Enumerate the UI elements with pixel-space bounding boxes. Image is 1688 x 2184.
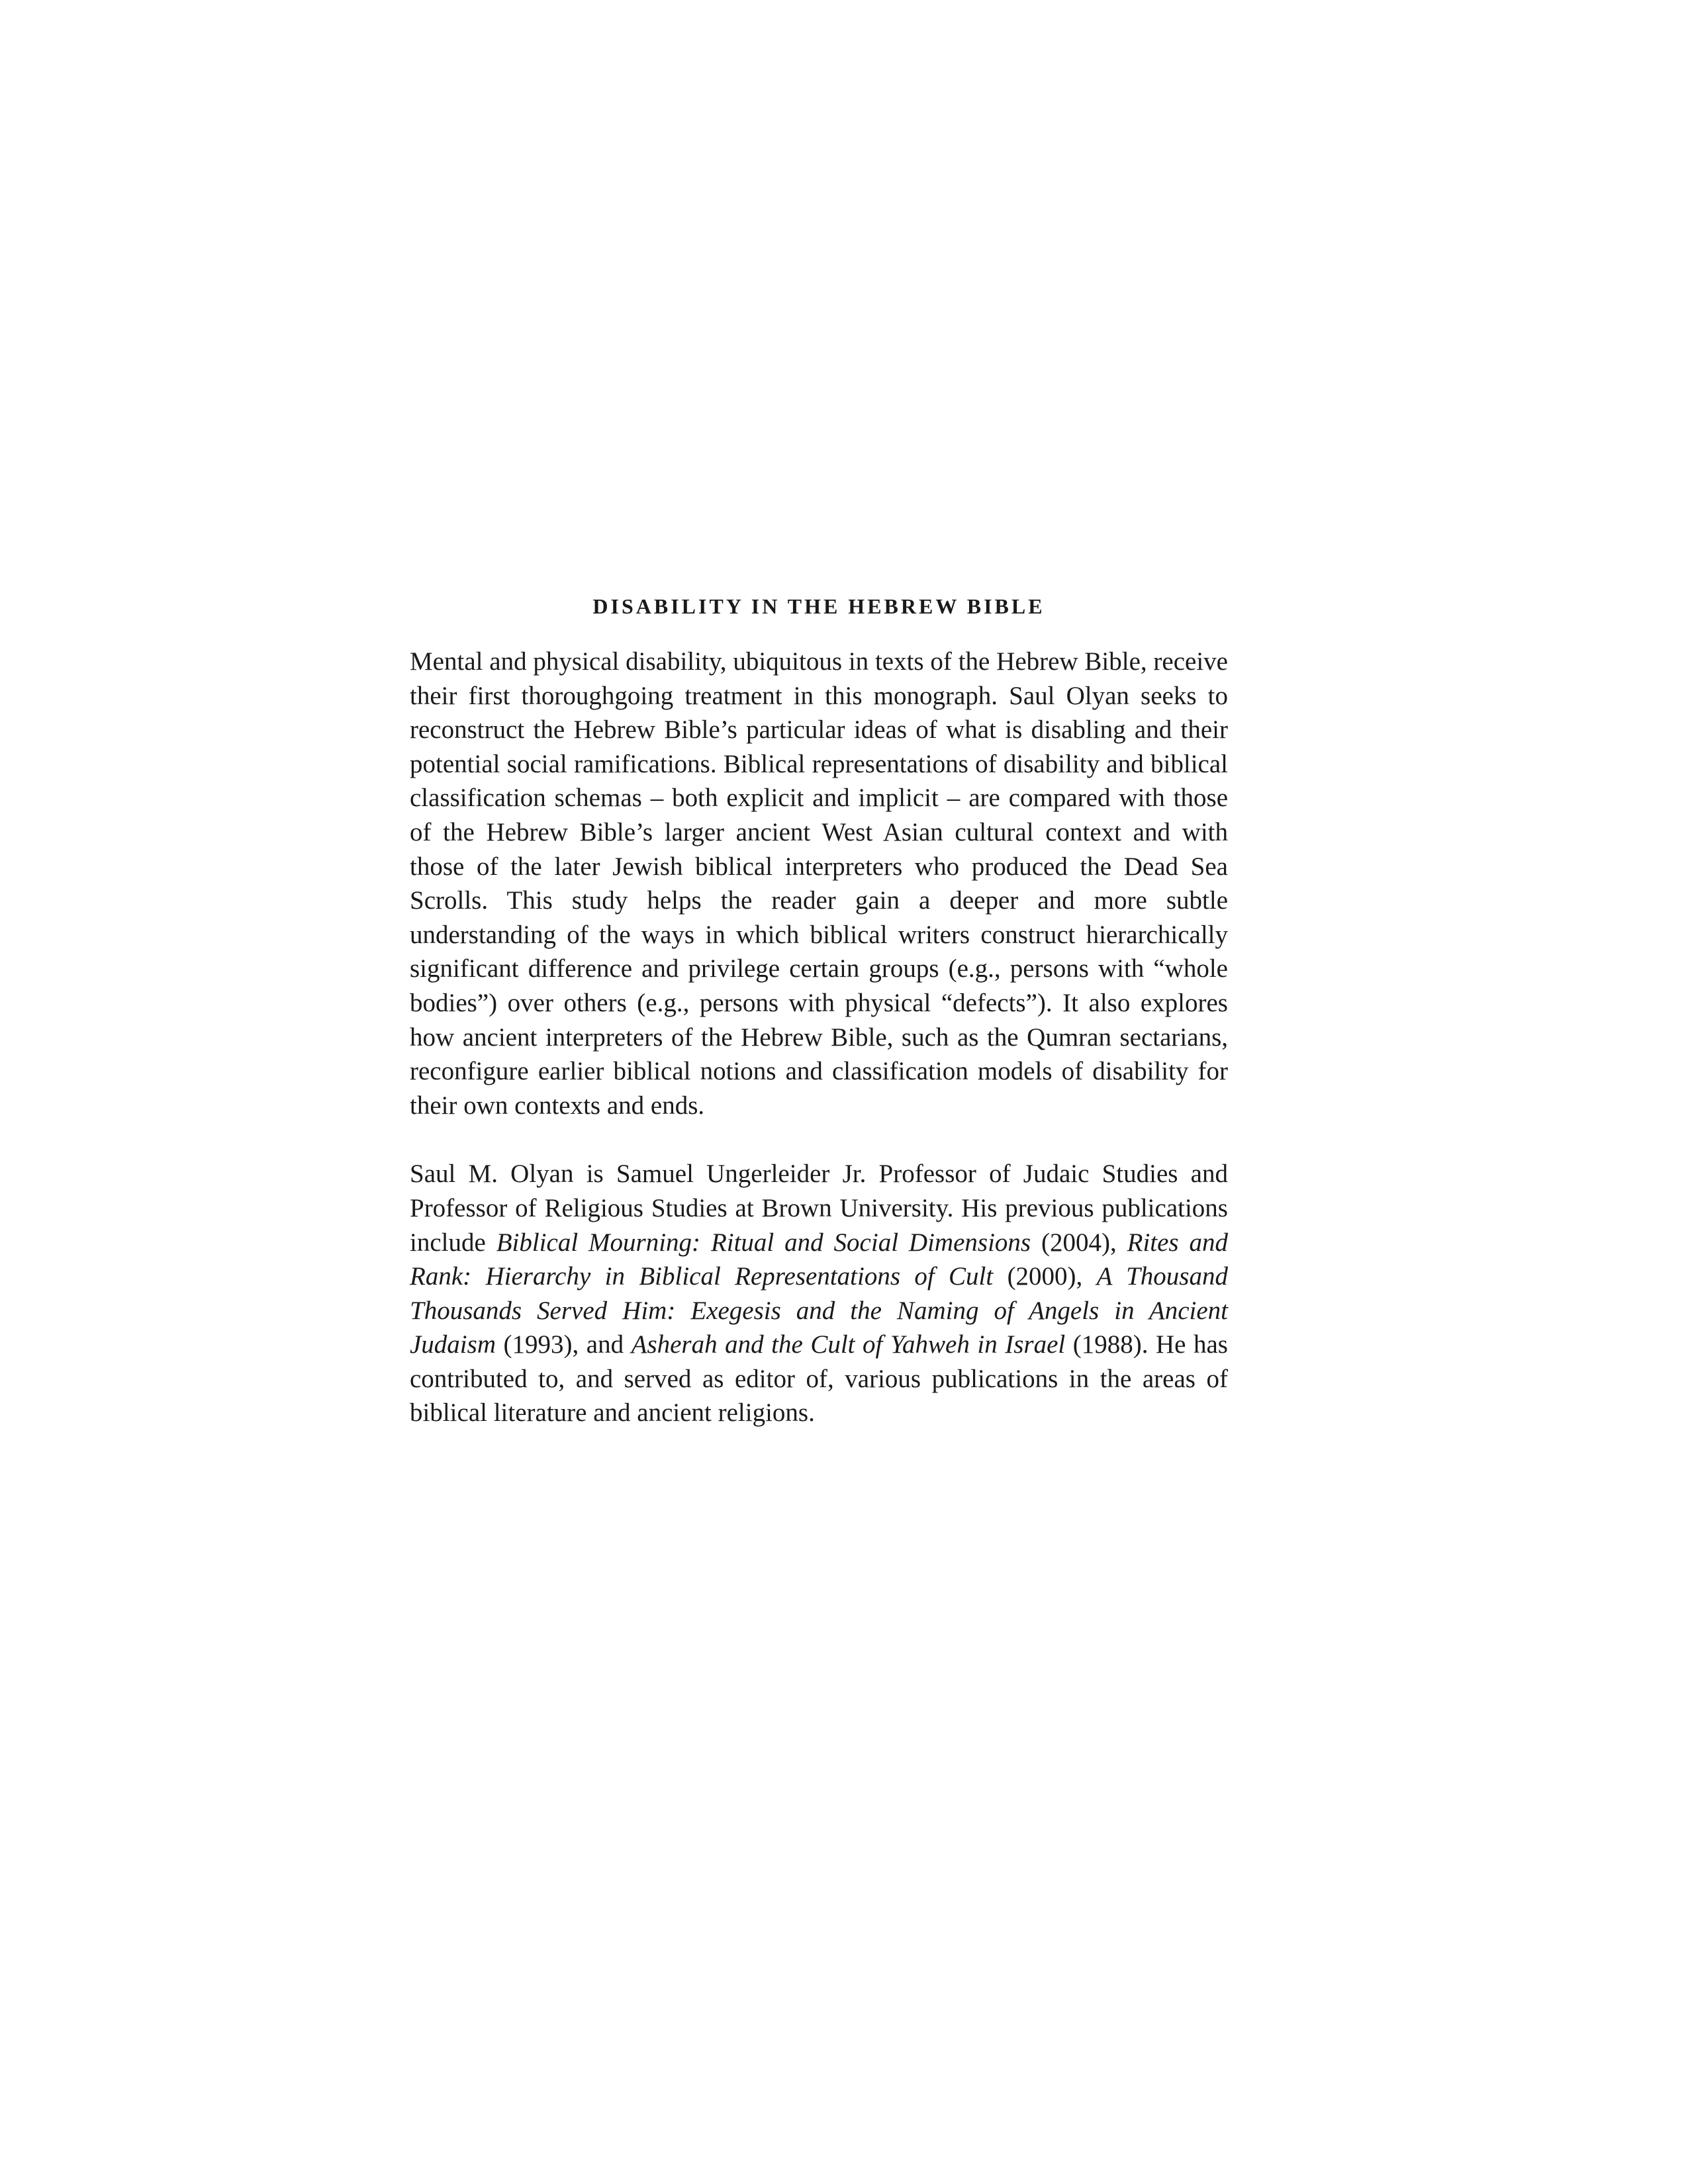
book-title-rites-and-rank: Rites and Rank: Hierarchy in Biblical Representations of Cult <box>410 1228 1229 1291</box>
author-bio-paragraph <box>410 1157 1228 1430</box>
bio-year-2000: (2000), <box>993 1262 1097 1291</box>
book-title-asherah: Asherah and the Cult of Yahweh in Israel <box>631 1330 1066 1359</box>
book-description-page <box>410 596 1228 1430</box>
bio-intro: Saul M. Olyan is Samuel Ungerleider Jr. Professor of Judaic Studies and Professor of Religious Studies at Brown University. His previous publications include <box>410 1160 1228 1257</box>
book-title-biblical-mourning: Biblical Mourning: Ritual and Social Dimensions <box>496 1228 1031 1257</box>
bio-outro: (1988). He has contributed to, and served as editor of, various publications in the areas of biblical literature and ancient religions. <box>410 1330 1228 1428</box>
bio-year-1993: (1993), and <box>496 1330 632 1359</box>
book-description-paragraph: Mental and physical disability, ubiquitous in texts of the Hebrew Bible, receive their first thoroughgoing treatment in this monograph. Saul Olyan seeks to reconstruct the Hebrew Bible’s particular ideas of what is disabling and their potential social ramifications. Biblical representations of disability and biblical classification schemas – both explicit and implicit – are compared with those of the Hebrew Bible’s larger ancient West Asian cultural context and with those of the later Jewish biblical interpreters who produced the Dead Sea Scrolls. This study helps the reader gain a deeper and more subtle understanding of the ways in which biblical writers construct hierarchically significant difference and privilege certain groups (e.g., persons with “whole bodies”) over others (e.g., persons with physical “defects”). It also explores how ancient interpreters of the Hebrew Bible, such as the Qumran sectarians, reconfigure earlier biblical notions and classification models of disability for their own contexts and ends. <box>410 647 1228 1120</box>
book-title: DISABILITY IN THE HEBREW BIBLE <box>592 594 1045 618</box>
bio-year-2004: (2004), <box>1031 1228 1127 1257</box>
book-title-thousand-thousands: A Thousand Thousands Served Him: Exegesis and the Naming of Angels in Ancient Judaism <box>410 1262 1228 1359</box>
